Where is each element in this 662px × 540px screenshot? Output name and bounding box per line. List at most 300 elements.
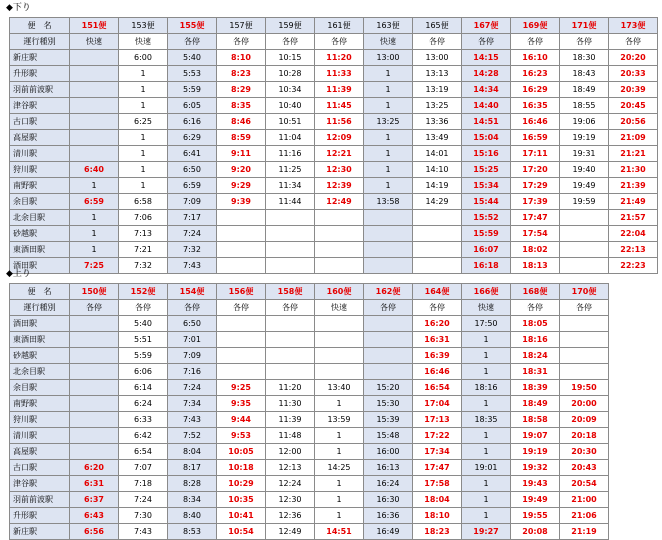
time-cell: 11:16	[266, 146, 315, 162]
time-cell: 1	[462, 476, 511, 492]
time-cell: 10:29	[217, 476, 266, 492]
train-name-cell: 160便	[315, 284, 364, 300]
time-cell: 7:01	[168, 332, 217, 348]
time-cell	[266, 348, 315, 364]
time-cell: 1	[364, 130, 413, 146]
time-cell: 21:19	[560, 524, 609, 540]
time-cell: 16:36	[364, 508, 413, 524]
time-cell: 18:39	[511, 380, 560, 396]
time-cell: 7:21	[119, 242, 168, 258]
time-cell	[560, 242, 609, 258]
time-cell: 16:54	[413, 380, 462, 396]
time-cell: 12:49	[266, 524, 315, 540]
station-name: 砂越駅	[10, 348, 70, 364]
time-cell	[266, 316, 315, 332]
time-cell: 14:19	[413, 178, 462, 194]
time-cell: 16:20	[413, 316, 462, 332]
time-cell: 15:25	[462, 162, 511, 178]
time-cell: 7:09	[168, 348, 217, 364]
time-cell: 19:49	[511, 492, 560, 508]
station-row	[10, 428, 609, 444]
station-row	[10, 162, 658, 178]
time-cell: 9:44	[217, 412, 266, 428]
station-name: 津谷駅	[10, 98, 70, 114]
time-cell: 11:20	[315, 50, 364, 66]
service-type-cell: 各停	[266, 34, 315, 50]
time-cell: 1	[119, 178, 168, 194]
time-cell: 13:00	[413, 50, 462, 66]
time-cell: 11:39	[315, 82, 364, 98]
station-row	[10, 130, 658, 146]
time-cell	[266, 242, 315, 258]
service-type-header: 運行種別	[10, 300, 70, 316]
train-name-header: 便 名	[10, 284, 70, 300]
time-cell: 12:39	[315, 178, 364, 194]
time-cell: 9:20	[217, 162, 266, 178]
time-cell: 14:01	[413, 146, 462, 162]
station-row	[10, 178, 658, 194]
train-name-cell: 152便	[119, 284, 168, 300]
time-cell: 1	[462, 492, 511, 508]
time-cell: 9:11	[217, 146, 266, 162]
station-name: 酒田駅	[10, 316, 70, 332]
time-cell: 15:20	[364, 380, 413, 396]
time-cell: 17:11	[511, 146, 560, 162]
time-cell: 16:23	[511, 66, 560, 82]
time-cell: 17:47	[511, 210, 560, 226]
time-cell: 20:00	[560, 396, 609, 412]
time-cell	[70, 332, 119, 348]
station-row	[10, 364, 609, 380]
time-cell: 14:51	[315, 524, 364, 540]
time-cell: 1	[119, 146, 168, 162]
time-cell: 18:55	[560, 98, 609, 114]
station-name: 南野駅	[10, 396, 70, 412]
time-cell: 17:58	[413, 476, 462, 492]
station-name: 古口駅	[10, 114, 70, 130]
time-cell: 6:41	[168, 146, 217, 162]
station-row	[10, 444, 609, 460]
time-cell: 12:30	[315, 162, 364, 178]
train-name-cell: 155便	[168, 18, 217, 34]
time-cell: 15:34	[462, 178, 511, 194]
time-cell: 14:51	[462, 114, 511, 130]
station-name: 南野駅	[10, 178, 70, 194]
up-timetable	[9, 283, 609, 540]
service-type-cell: 各停	[413, 300, 462, 316]
time-cell: 1	[315, 476, 364, 492]
train-name-row	[10, 18, 658, 34]
time-cell	[315, 316, 364, 332]
time-cell: 16:18	[462, 258, 511, 274]
time-cell: 15:30	[364, 396, 413, 412]
time-cell: 1	[70, 242, 119, 258]
time-cell	[70, 428, 119, 444]
time-cell	[217, 316, 266, 332]
time-cell	[560, 258, 609, 274]
time-cell: 13:49	[413, 130, 462, 146]
time-cell: 16:39	[413, 348, 462, 364]
time-cell: 6:14	[119, 380, 168, 396]
train-name-cell: 168便	[511, 284, 560, 300]
time-cell: 10:18	[217, 460, 266, 476]
time-cell: 7:32	[168, 242, 217, 258]
time-cell	[364, 332, 413, 348]
station-name: 津谷駅	[10, 476, 70, 492]
time-cell: 8:10	[217, 50, 266, 66]
train-name-cell: 158便	[266, 284, 315, 300]
time-cell: 7:43	[168, 412, 217, 428]
time-cell: 20:08	[511, 524, 560, 540]
time-cell: 1	[462, 508, 511, 524]
time-cell: 10:05	[217, 444, 266, 460]
time-cell: 11:25	[266, 162, 315, 178]
station-name: 余目駅	[10, 380, 70, 396]
time-cell: 8:04	[168, 444, 217, 460]
time-cell: 19:31	[560, 146, 609, 162]
time-cell: 6:24	[119, 396, 168, 412]
time-cell: 7:24	[119, 492, 168, 508]
time-cell: 5:40	[168, 50, 217, 66]
service-type-cell: 各停	[168, 34, 217, 50]
time-cell: 1	[315, 444, 364, 460]
time-cell: 1	[364, 66, 413, 82]
up-section-title: ◆上り	[6, 269, 31, 279]
time-cell: 14:34	[462, 82, 511, 98]
time-cell: 6:42	[119, 428, 168, 444]
time-cell: 19:27	[462, 524, 511, 540]
time-cell: 9:35	[217, 396, 266, 412]
time-cell: 1	[70, 210, 119, 226]
time-cell: 18:16	[462, 380, 511, 396]
time-cell	[560, 364, 609, 380]
service-type-cell: 快速	[364, 34, 413, 50]
time-cell: 16:24	[364, 476, 413, 492]
time-cell: 17:13	[413, 412, 462, 428]
time-cell: 16:00	[364, 444, 413, 460]
time-cell: 11:34	[266, 178, 315, 194]
station-name: 古口駅	[10, 460, 70, 476]
time-cell: 19:49	[560, 178, 609, 194]
station-row	[10, 66, 658, 82]
time-cell	[315, 332, 364, 348]
time-cell: 14:25	[315, 460, 364, 476]
time-cell: 6:50	[168, 316, 217, 332]
service-type-cell: 各停	[462, 34, 511, 50]
time-cell: 1	[462, 364, 511, 380]
station-row	[10, 82, 658, 98]
station-row	[10, 194, 658, 210]
time-cell: 1	[364, 178, 413, 194]
time-cell	[560, 210, 609, 226]
time-cell: 6:20	[70, 460, 119, 476]
time-cell: 10:54	[217, 524, 266, 540]
time-cell: 5:53	[168, 66, 217, 82]
time-cell: 16:29	[511, 82, 560, 98]
down-section-title: ◆下り	[6, 3, 31, 13]
time-cell: 18:23	[413, 524, 462, 540]
time-cell: 18:16	[511, 332, 560, 348]
time-cell: 16:59	[511, 130, 560, 146]
time-cell: 20:39	[609, 82, 658, 98]
service-type-cell: 各停	[511, 34, 560, 50]
time-cell: 16:46	[511, 114, 560, 130]
time-cell: 11:48	[266, 428, 315, 444]
time-cell: 9:25	[217, 380, 266, 396]
time-cell: 12:36	[266, 508, 315, 524]
time-cell: 6:25	[119, 114, 168, 130]
station-name: 砂越駅	[10, 226, 70, 242]
train-name-cell: 153便	[119, 18, 168, 34]
time-cell: 1	[315, 396, 364, 412]
station-row	[10, 396, 609, 412]
station-row	[10, 50, 658, 66]
time-cell: 11:30	[266, 396, 315, 412]
time-cell: 7:13	[119, 226, 168, 242]
train-name-cell: 165便	[413, 18, 462, 34]
time-cell: 1	[364, 146, 413, 162]
station-row	[10, 98, 658, 114]
service-type-cell: 快速	[119, 34, 168, 50]
station-name: 新庄駅	[10, 524, 70, 540]
time-cell: 13:25	[364, 114, 413, 130]
time-cell: 22:23	[609, 258, 658, 274]
time-cell	[70, 50, 119, 66]
time-cell: 1	[364, 162, 413, 178]
time-cell: 8:23	[217, 66, 266, 82]
service-type-cell: 各停	[217, 34, 266, 50]
time-cell	[364, 364, 413, 380]
time-cell: 13:59	[315, 412, 364, 428]
time-cell: 1	[462, 332, 511, 348]
time-cell: 8:46	[217, 114, 266, 130]
time-cell: 7:25	[70, 258, 119, 274]
time-cell: 20:09	[560, 412, 609, 428]
time-cell: 1	[70, 178, 119, 194]
time-cell: 11:56	[315, 114, 364, 130]
time-cell: 15:59	[462, 226, 511, 242]
time-cell: 1	[119, 66, 168, 82]
time-cell: 1	[364, 82, 413, 98]
train-name-cell: 157便	[217, 18, 266, 34]
station-name: 余目駅	[10, 194, 70, 210]
time-cell: 7:30	[119, 508, 168, 524]
time-cell	[266, 226, 315, 242]
service-type-cell: 各停	[413, 34, 462, 50]
station-row	[10, 258, 658, 274]
time-cell: 13:00	[364, 50, 413, 66]
time-cell: 9:39	[217, 194, 266, 210]
station-row	[10, 210, 658, 226]
service-type-cell: 各停	[70, 300, 119, 316]
time-cell: 8:29	[217, 82, 266, 98]
time-cell	[217, 332, 266, 348]
time-cell: 6:56	[70, 524, 119, 540]
time-cell: 6:50	[168, 162, 217, 178]
time-cell: 18:43	[560, 66, 609, 82]
time-cell: 1	[462, 444, 511, 460]
time-cell: 15:48	[364, 428, 413, 444]
time-cell: 6:33	[119, 412, 168, 428]
service-type-cell: 各停	[315, 34, 364, 50]
time-cell: 18:49	[560, 82, 609, 98]
station-row	[10, 460, 609, 476]
time-cell: 7:17	[168, 210, 217, 226]
time-cell: 1	[315, 428, 364, 444]
time-cell: 17:04	[413, 396, 462, 412]
service-type-cell: 快速	[462, 300, 511, 316]
time-cell	[560, 226, 609, 242]
time-cell: 20:20	[609, 50, 658, 66]
time-cell: 17:20	[511, 162, 560, 178]
service-type-cell: 各停	[168, 300, 217, 316]
time-cell: 12:30	[266, 492, 315, 508]
time-cell: 16:13	[364, 460, 413, 476]
train-name-cell: 150便	[70, 284, 119, 300]
time-cell: 6:58	[119, 194, 168, 210]
time-cell: 14:15	[462, 50, 511, 66]
time-cell	[217, 348, 266, 364]
train-name-cell: 171便	[560, 18, 609, 34]
time-cell	[70, 114, 119, 130]
time-cell: 6:43	[70, 508, 119, 524]
service-type-cell: 各停	[266, 300, 315, 316]
time-cell: 15:16	[462, 146, 511, 162]
train-name-header: 便 名	[10, 18, 70, 34]
time-cell: 10:41	[217, 508, 266, 524]
station-row	[10, 114, 658, 130]
time-cell	[70, 130, 119, 146]
time-cell: 1	[364, 98, 413, 114]
train-name-cell: 154便	[168, 284, 217, 300]
time-cell: 18:05	[511, 316, 560, 332]
time-cell: 20:45	[609, 98, 658, 114]
time-cell: 21:39	[609, 178, 658, 194]
time-cell: 20:33	[609, 66, 658, 82]
time-cell: 15:39	[364, 412, 413, 428]
time-cell: 19:43	[511, 476, 560, 492]
time-cell: 7:24	[168, 226, 217, 242]
time-cell: 7:18	[119, 476, 168, 492]
time-cell: 11:44	[266, 194, 315, 210]
time-cell: 19:32	[511, 460, 560, 476]
time-cell: 7:52	[168, 428, 217, 444]
time-cell: 6:29	[168, 130, 217, 146]
time-cell: 1	[315, 492, 364, 508]
time-cell: 6:00	[119, 50, 168, 66]
time-cell: 12:21	[315, 146, 364, 162]
train-name-cell: 151便	[70, 18, 119, 34]
time-cell	[315, 242, 364, 258]
time-cell: 1	[119, 82, 168, 98]
station-name: 酒田駅	[10, 258, 70, 274]
time-cell	[266, 364, 315, 380]
time-cell: 6:54	[119, 444, 168, 460]
station-name: 北余目駅	[10, 364, 70, 380]
station-row	[10, 226, 658, 242]
train-name-cell: 166便	[462, 284, 511, 300]
time-cell: 19:06	[560, 114, 609, 130]
service-type-row	[10, 34, 658, 50]
time-cell	[560, 332, 609, 348]
train-name-cell: 162便	[364, 284, 413, 300]
time-cell: 19:07	[511, 428, 560, 444]
time-cell: 22:04	[609, 226, 658, 242]
time-cell	[315, 364, 364, 380]
station-row	[10, 332, 609, 348]
time-cell: 1	[119, 98, 168, 114]
time-cell: 8:53	[168, 524, 217, 540]
station-row	[10, 492, 609, 508]
down-timetable	[9, 17, 658, 274]
time-cell	[266, 258, 315, 274]
time-cell: 12:24	[266, 476, 315, 492]
time-cell: 11:33	[315, 66, 364, 82]
time-cell: 5:51	[119, 332, 168, 348]
time-cell	[315, 348, 364, 364]
time-cell: 21:06	[560, 508, 609, 524]
time-cell: 20:54	[560, 476, 609, 492]
train-name-cell: 167便	[462, 18, 511, 34]
station-name: 新庄駅	[10, 50, 70, 66]
station-name: 升形駅	[10, 66, 70, 82]
train-name-cell: 161便	[315, 18, 364, 34]
time-cell	[364, 242, 413, 258]
time-cell: 12:49	[315, 194, 364, 210]
time-cell: 18:58	[511, 412, 560, 428]
time-cell: 6:59	[70, 194, 119, 210]
time-cell: 6:05	[168, 98, 217, 114]
time-cell: 1	[119, 130, 168, 146]
station-name: 高屋駅	[10, 444, 70, 460]
time-cell: 11:39	[266, 412, 315, 428]
time-cell: 8:28	[168, 476, 217, 492]
time-cell: 16:35	[511, 98, 560, 114]
station-name: 高屋駅	[10, 130, 70, 146]
station-name: 升形駅	[10, 508, 70, 524]
time-cell: 16:30	[364, 492, 413, 508]
time-cell: 18:49	[511, 396, 560, 412]
time-cell: 10:51	[266, 114, 315, 130]
time-cell: 13:13	[413, 66, 462, 82]
time-cell: 8:17	[168, 460, 217, 476]
time-cell: 16:49	[364, 524, 413, 540]
time-cell: 16:07	[462, 242, 511, 258]
time-cell: 17:39	[511, 194, 560, 210]
time-cell: 5:40	[119, 316, 168, 332]
time-cell: 14:40	[462, 98, 511, 114]
time-cell	[70, 348, 119, 364]
time-cell: 20:43	[560, 460, 609, 476]
time-cell: 20:30	[560, 444, 609, 460]
time-cell: 19:01	[462, 460, 511, 476]
time-cell	[364, 258, 413, 274]
time-cell	[70, 380, 119, 396]
time-cell: 17:47	[413, 460, 462, 476]
train-name-cell: 164便	[413, 284, 462, 300]
train-name-row	[10, 284, 609, 300]
time-cell: 12:09	[315, 130, 364, 146]
train-name-cell: 159便	[266, 18, 315, 34]
time-cell: 6:06	[119, 364, 168, 380]
time-cell: 11:45	[315, 98, 364, 114]
time-cell: 6:31	[70, 476, 119, 492]
time-cell	[266, 332, 315, 348]
time-cell: 15:04	[462, 130, 511, 146]
time-cell: 8:40	[168, 508, 217, 524]
time-cell	[217, 210, 266, 226]
time-cell: 5:59	[119, 348, 168, 364]
